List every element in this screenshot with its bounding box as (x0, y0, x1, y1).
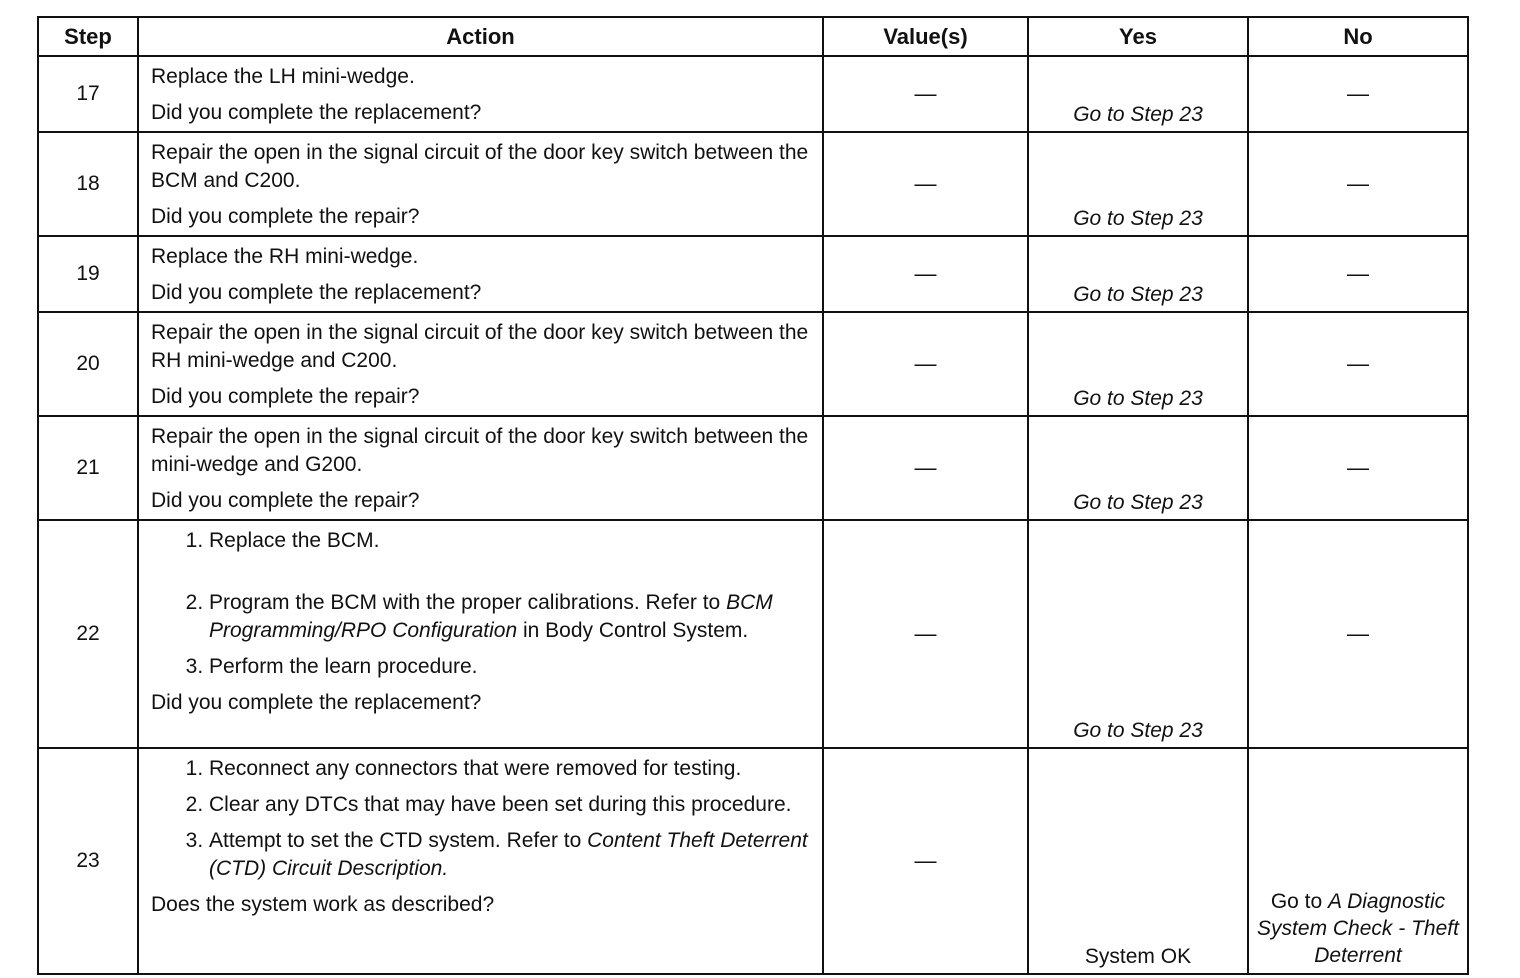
reference-link[interactable]: Content Theft Deterrent (CTD) Circuit Description. (209, 829, 808, 880)
no-cell: — (1248, 520, 1468, 748)
action-text: Replace the RH mini-wedge. (151, 245, 419, 268)
action-question: Did you complete the repair? (151, 489, 420, 512)
list-item-text: Replace the BCM. (209, 529, 380, 552)
table-row (38, 236, 1468, 312)
procedure-list (151, 527, 812, 681)
reference-link[interactable]: A Diagnostic System Check - Theft Deterrent (1257, 890, 1459, 967)
step-number: 20 (38, 312, 138, 416)
list-item (209, 589, 812, 645)
yes-cell: Go to Step 23 (1028, 56, 1248, 132)
no-text: Go to (1270, 890, 1329, 913)
value-cell: — (823, 56, 1028, 132)
action-question: Did you complete the replacement? (151, 101, 482, 124)
header-action: Action (138, 17, 823, 56)
value-cell: — (823, 520, 1028, 748)
table-row (38, 748, 1468, 974)
header-yes: Yes (1028, 17, 1248, 56)
value-cell: — (823, 748, 1028, 974)
value-cell: — (823, 312, 1028, 416)
action-cell (138, 132, 823, 236)
yes-cell: Go to Step 23 (1028, 416, 1248, 520)
value-cell: — (823, 416, 1028, 520)
action-question: Did you complete the repair? (151, 205, 420, 228)
no-cell: — (1248, 416, 1468, 520)
action-cell (138, 312, 823, 416)
action-text: Repair the open in the signal circuit of the door key switch between the mini-wedge and G200. (151, 425, 809, 476)
list-item (209, 827, 812, 883)
action-question: Did you complete the replacement? (151, 691, 482, 714)
step-number: 18 (38, 132, 138, 236)
table-row (38, 520, 1468, 748)
list-item (209, 755, 812, 783)
step-number: 23 (38, 748, 138, 974)
action-cell (138, 236, 823, 312)
list-item-text: Clear any DTCs that may have been set during this procedure. (209, 793, 792, 816)
action-question: Did you complete the replacement? (151, 281, 482, 304)
step-number: 22 (38, 520, 138, 748)
list-item-text: Attempt to set the CTD system. Refer to (209, 829, 588, 852)
action-text: Replace the LH mini-wedge. (151, 65, 415, 88)
no-cell: — (1248, 56, 1468, 132)
no-cell (1248, 748, 1468, 974)
header-step: Step (38, 17, 138, 56)
header-row (38, 17, 1468, 56)
yes-cell: Go to Step 23 (1028, 132, 1248, 236)
yes-cell: System OK (1028, 748, 1248, 974)
list-item (209, 791, 812, 819)
action-question: Does the system work as described? (151, 893, 495, 916)
yes-cell: Go to Step 23 (1028, 520, 1248, 748)
procedure-list (151, 755, 812, 883)
action-text: Repair the open in the signal circuit of the door key switch between the BCM and C200. (151, 141, 809, 192)
value-cell: — (823, 132, 1028, 236)
yes-cell: Go to Step 23 (1028, 312, 1248, 416)
table-row (38, 416, 1468, 520)
header-values: Value(s) (823, 17, 1028, 56)
action-cell (138, 748, 823, 974)
list-item-text: Program the BCM with the proper calibrations. Refer to (209, 591, 727, 614)
step-number: 17 (38, 56, 138, 132)
table-row (38, 56, 1468, 132)
value-cell: — (823, 236, 1028, 312)
list-item (209, 527, 812, 555)
list-item-text: Perform the learn procedure. (209, 655, 478, 678)
reference-link[interactable]: BCM Programming/RPO Configuration (209, 591, 773, 642)
action-question: Did you complete the repair? (151, 385, 420, 408)
action-cell (138, 56, 823, 132)
action-text: Repair the open in the signal circuit of the door key switch between the RH mini-wedge and C200. (151, 321, 809, 372)
yes-cell: Go to Step 23 (1028, 236, 1248, 312)
step-number: 19 (38, 236, 138, 312)
table-row (38, 312, 1468, 416)
action-cell (138, 520, 823, 748)
list-item-text: Reconnect any connectors that were removed for testing. (209, 757, 742, 780)
action-cell (138, 416, 823, 520)
no-cell: — (1248, 312, 1468, 416)
table-row (38, 132, 1468, 236)
list-item-text: in Body Control System. (517, 619, 749, 642)
diagnostic-table (37, 16, 1469, 975)
no-cell: — (1248, 236, 1468, 312)
header-no: No (1248, 17, 1468, 56)
step-number: 21 (38, 416, 138, 520)
list-item (209, 653, 812, 681)
no-cell: — (1248, 132, 1468, 236)
